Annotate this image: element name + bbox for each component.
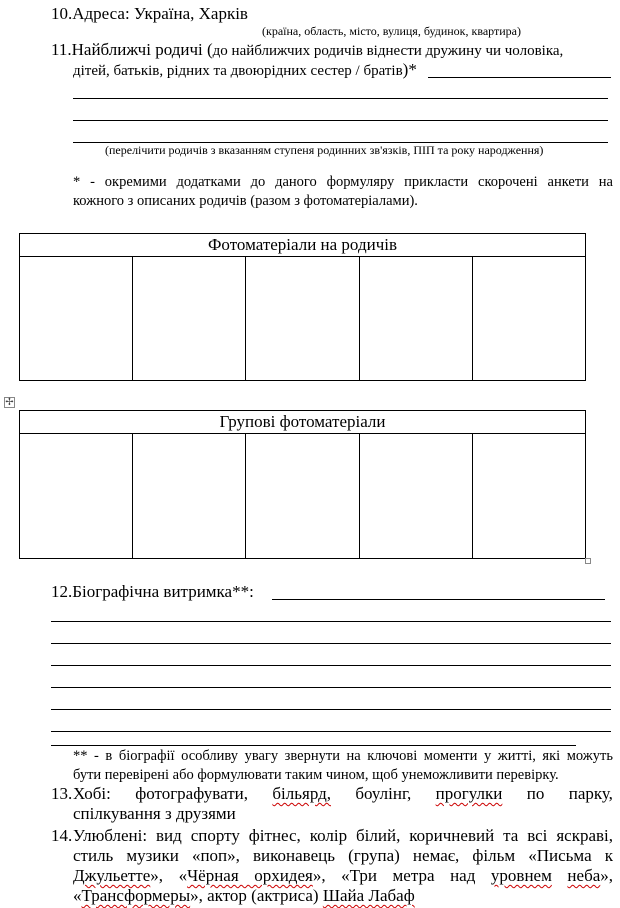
item14-line3-space bbox=[552, 866, 568, 885]
item12-note-line2: бути перевірені або формулювати таким чином, щоб унеможливити перевірку. bbox=[73, 767, 559, 783]
item11-relatives-hint: (перелічити родичів з вказанням ступеня родинних зв'язків, ПІП та року народження) bbox=[105, 143, 544, 157]
biography-fill-line-1[interactable] bbox=[272, 599, 605, 600]
item13-word-bowling: боулінг, bbox=[355, 784, 412, 803]
item14-film-title-3: Трансформеры bbox=[81, 886, 191, 905]
biography-fill-line-7[interactable] bbox=[51, 731, 611, 732]
item13-word-hobby: Хобі: bbox=[73, 784, 111, 803]
item14-line4-open: « bbox=[73, 886, 82, 905]
group-photo-cell-3[interactable] bbox=[246, 434, 359, 558]
item11-note-line2: кожного з описаних родичів (разом з фотоматеріалами). bbox=[73, 193, 418, 209]
item10-address-label: 10.Адреса: Україна, Харків bbox=[51, 4, 248, 23]
group-photo-cell-5[interactable] bbox=[473, 434, 585, 558]
item11-title: Найближчі родичі bbox=[71, 40, 203, 59]
item11-number: 11. bbox=[51, 40, 72, 59]
item13-hobby-line1 bbox=[73, 784, 613, 804]
group-photo-cell-2[interactable] bbox=[133, 434, 246, 558]
item13-word-photo: фотографувати, bbox=[135, 784, 248, 803]
group-photo-table-header: Групові фотоматеріали bbox=[20, 411, 585, 434]
item13-word-walks: прогулки bbox=[435, 784, 503, 803]
item11-relatives-heading bbox=[51, 40, 563, 61]
item11-paren-open: ( bbox=[202, 40, 213, 59]
item13-word-billiards: більярд, bbox=[272, 784, 331, 803]
item11-description-line2: дітей, батьків, рідних та двоюрідних сестер / братів bbox=[73, 63, 403, 79]
relatives-photo-cell-1[interactable] bbox=[20, 257, 133, 380]
item14-film-title-2: Чёрная орхидея bbox=[187, 866, 313, 885]
item13-word-park: парку, bbox=[568, 784, 613, 803]
relatives-fill-line-2[interactable] bbox=[73, 98, 608, 99]
biography-fill-line-6[interactable] bbox=[51, 709, 611, 710]
item14-favorites-line2: стиль музики «поп», виконавець (група) немає, фільм «Письма к bbox=[73, 846, 613, 865]
relatives-photo-cell-4[interactable] bbox=[360, 257, 473, 380]
item14-line4-mid: », актор (актриса) bbox=[190, 886, 323, 905]
item14-actor-name: Шайа Лабаф bbox=[322, 886, 415, 905]
item14-number: 14. bbox=[51, 826, 73, 845]
relatives-photo-cell-5[interactable] bbox=[473, 257, 585, 380]
relatives-photo-cell-3[interactable] bbox=[246, 257, 359, 380]
relatives-fill-line-1[interactable] bbox=[428, 77, 611, 78]
item11-description-line2-wrap bbox=[73, 60, 417, 81]
relatives-fill-line-3[interactable] bbox=[73, 120, 608, 121]
table-move-handle-icon[interactable]: ✢ bbox=[5, 397, 14, 408]
biography-fill-line-4[interactable] bbox=[51, 665, 611, 666]
biography-fill-line-2[interactable] bbox=[51, 621, 611, 622]
item10-address-hint: (країна, область, місто, вулиця, будинок, квартира) bbox=[262, 24, 521, 38]
table-resize-handle[interactable] bbox=[585, 558, 591, 564]
item14-word-level: уровнем bbox=[490, 866, 552, 885]
relatives-photo-cell-2[interactable] bbox=[133, 257, 246, 380]
relatives-photo-table-header: Фотоматеріали на родичів bbox=[20, 234, 585, 257]
item11-description-line1: до найближчих родичів віднести дружину чи чоловіка, bbox=[212, 43, 564, 59]
group-photo-cell-1[interactable] bbox=[20, 434, 133, 558]
biography-fill-line-3[interactable] bbox=[51, 643, 611, 644]
item14-line3-end: », bbox=[600, 866, 614, 885]
item13-word-po: по bbox=[526, 784, 545, 803]
item14-line3-sep-2: », «Три метра над bbox=[312, 866, 491, 885]
item14-favorites-line4 bbox=[73, 886, 415, 906]
item14-film-title-1: Джульетте bbox=[73, 866, 151, 885]
item11-note-line1: * - окремими додатками до даного формуляру приклacти скорочені анкети на bbox=[73, 174, 613, 190]
biography-fill-line-5[interactable] bbox=[51, 687, 611, 688]
item14-word-sky: неба bbox=[567, 866, 601, 885]
item14-favorites-line3 bbox=[73, 866, 613, 886]
relatives-photo-table bbox=[19, 233, 586, 381]
item14-favorites-line1: Улюблені: вид спорту фітнес, колір білий, коричневий та всі яскраві, bbox=[73, 826, 613, 845]
item11-paren-close: )* bbox=[402, 60, 417, 79]
group-photo-table bbox=[19, 410, 586, 559]
item12-biography-label: 12.Біографічна витримка**: bbox=[51, 582, 254, 601]
item12-note-line1: ** - в біографії особливу увагу звернути на ключові моменти у житті, які можуть bbox=[73, 748, 613, 764]
item14-line3-sep-1: », « bbox=[150, 866, 188, 885]
item13-hobby-line2: спілкування з друзями bbox=[73, 804, 236, 823]
item13-number: 13. bbox=[51, 784, 73, 803]
group-photo-cell-4[interactable] bbox=[360, 434, 473, 558]
